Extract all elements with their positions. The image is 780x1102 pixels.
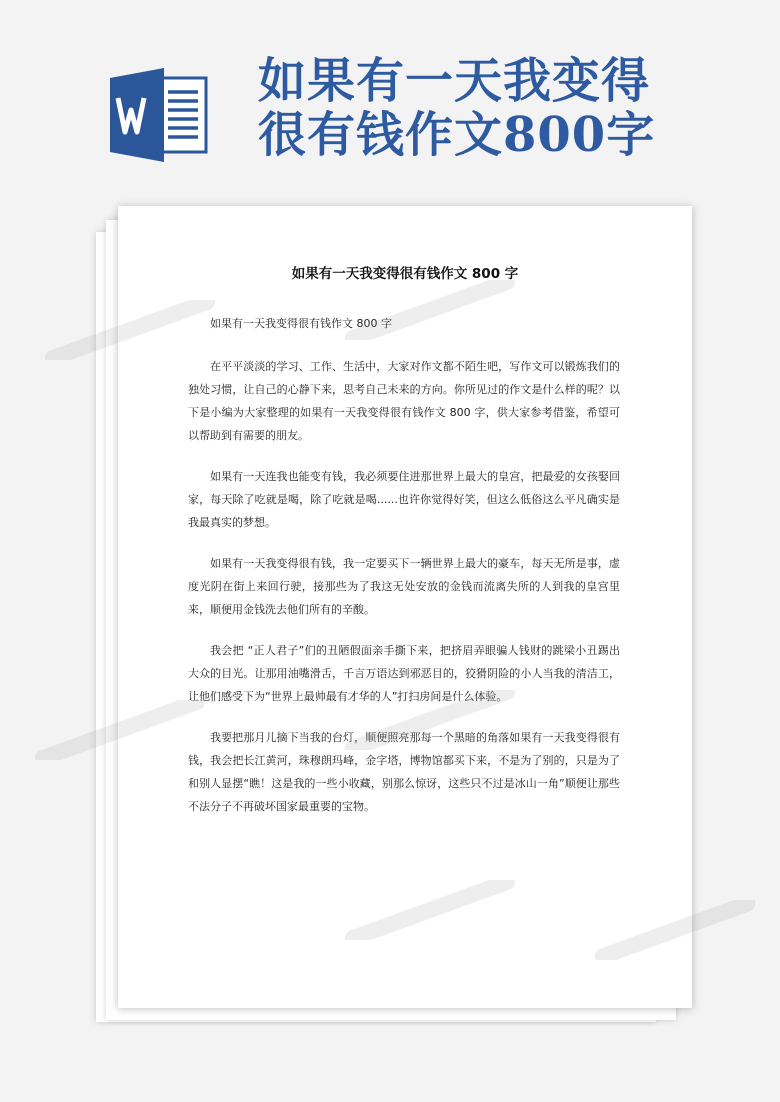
document-paragraph: 我会把 “正人君子”们的丑陋假面亲手撕下来，把挤眉弄眼骗人钱财的跳梁小丑踢出大众的目光。让那用油嘴滑舌，千言万语达到邪恶目的，狡猾阴险的小人当我的清洁工，让他们感受下为“世界上最帅最有才华的人”打扫房间是什么体验。 — [188, 644, 620, 703]
watermark-logo — [30, 300, 230, 360]
watermark-logo — [330, 690, 530, 750]
watermark-logo — [330, 880, 530, 940]
watermark-logo — [20, 700, 220, 760]
banner-title-line: 如果有一天我变得 — [258, 53, 651, 109]
document-paragraph: 如果有一天连我也能变有钱，我必须要住进那世界上最大的皇宫，把最爱的女孩娶回家，每天除了吃就是喝，除了吃就是喝......也许你觉得好笑，但这么低俗这么平凡确实是我最真实的梦想。 — [188, 470, 620, 529]
watermark-logo — [580, 900, 770, 960]
document-body — [188, 312, 620, 836]
document-paragraph: 在平平淡淡的学习、工作、生活中，大家对作文都不陌生吧，写作文可以锻炼我们的独处习惯，让自己的心静下来，思考自己未来的方向。你所见过的作文是什么样的呢？以下是小编为大家整理的如果有一天我变得很有钱作文 800 字，供大家参考借鉴，希望可以帮助到有需要的朋友。 — [188, 360, 620, 442]
microsoft-word-icon — [108, 68, 208, 162]
document-subtitle: 如果有一天我变得很有钱作文 800 字 — [210, 317, 392, 330]
banner-title-line: 很有钱作文800字 — [258, 107, 656, 163]
document-paragraph: 我要把那月儿摘下当我的台灯，顺便照亮那每一个黑暗的角落如果有一天我变得很有钱，我会把长江黄河，珠穆朗玛峰，金字塔，博物馆都买下来，不是为了别的，只是为了和别人显摆“瞧！这是我的一些小收藏，别那么惊讶，这些只不过是冰山一角”顺便让那些不法分子不再破坏国家最重要的宝物。 — [188, 731, 620, 813]
document-heading: 如果有一天我变得很有钱作文 800 字 — [291, 266, 519, 282]
watermark-logo — [330, 280, 530, 340]
banner-title — [258, 54, 758, 162]
document-paragraph: 如果有一天我变得很有钱，我一定要买下一辆世界上最大的豪车，每天无所是事，虚度光阴在街上来回行驶，接那些为了我这无处安放的金钱而流离失所的人到我的皇宫里来，顺便用金钱洗去他们所有的辛酸。 — [188, 557, 620, 616]
